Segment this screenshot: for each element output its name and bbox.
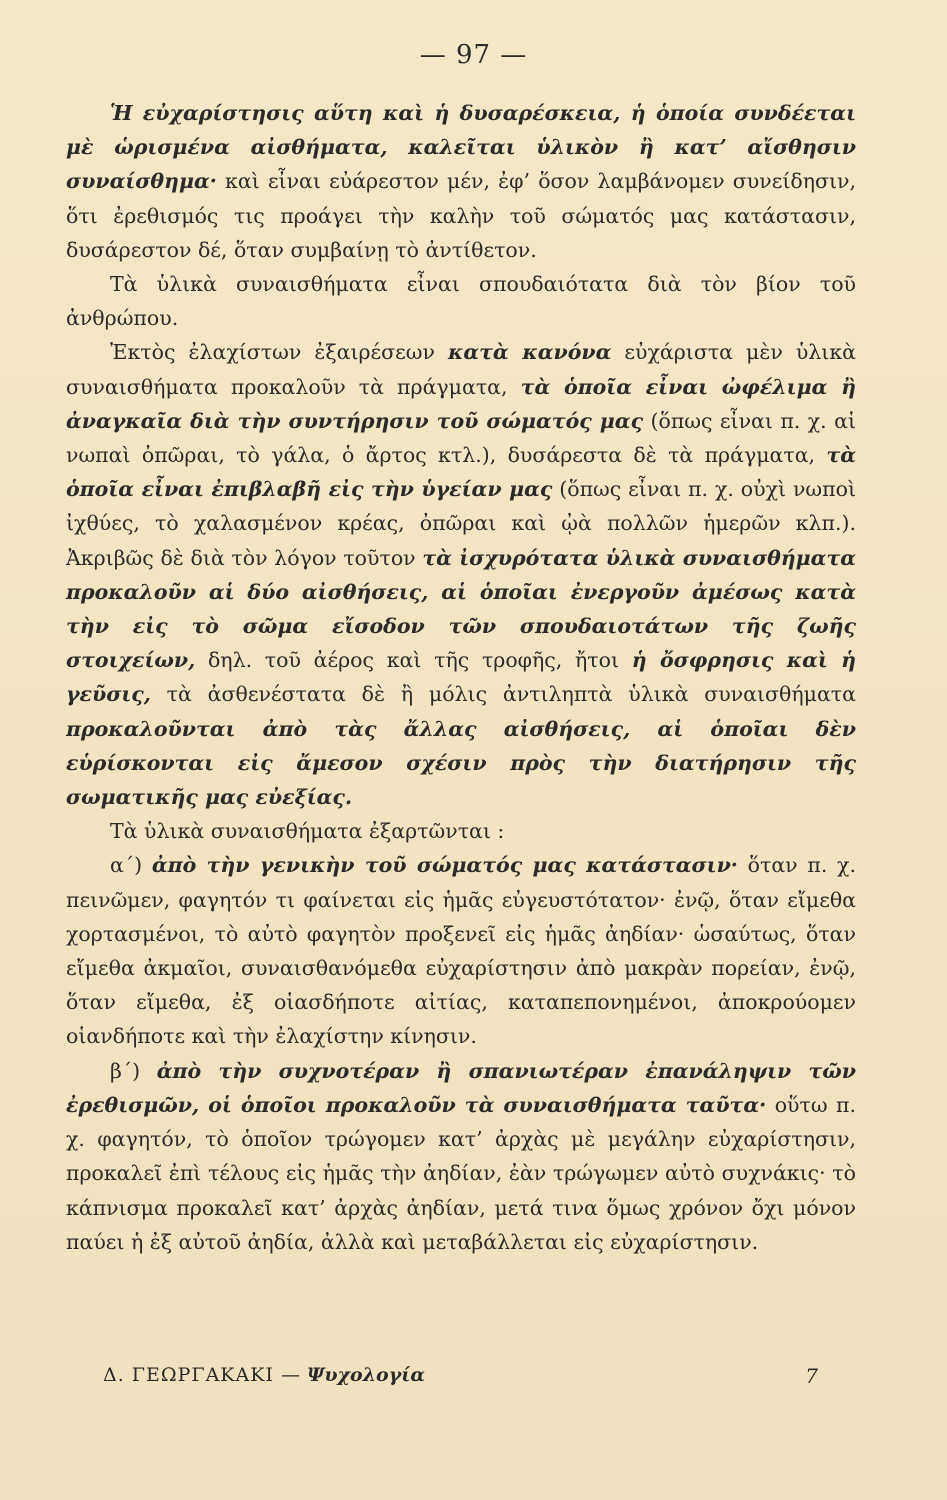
emphasized-text: τὰ ὁποῖα εἶναι ἐπιβλαβῆ εἰς τὴν ὑγείαν μας (66, 443, 856, 502)
signature-mark: 7 (805, 1364, 818, 1388)
text-run: οὕτω π. χ. φαγητόν, τὸ ὁποῖον τρώγομεν κατ’ ἀρχὰς μὲ μεγάλην εὐχαρίστησιν, προκαλεῖ ἐπὶ τέλους εἰς ἡμᾶς τὴν ἀηδίαν, ἐὰν τρώγωμεν αὐτὸ συχνάκις· τὸ κάπνισμα προκαλεῖ κατ’ ἀρχὰς ἀηδίαν, μετά τινα ὅμως χρόνον ὄχι μόνον παύει ἡ ἐξ αὐτοῦ ἀηδία, ἀλλὰ καὶ μεταβάλλεται εἰς εὐχαρίστησιν. (66, 1092, 856, 1254)
text-run: α΄) (110, 853, 152, 878)
paragraph-5 (66, 848, 856, 1053)
text-run: β΄) (110, 1058, 157, 1083)
paragraph-3 (66, 335, 856, 814)
emphasized-text: κατὰ κανόνα (447, 340, 612, 365)
paragraph-6 (66, 1054, 856, 1259)
paragraph-2 (66, 267, 856, 335)
paragraph-1 (66, 96, 856, 267)
footer-imprint (103, 1364, 425, 1388)
body-text (66, 96, 856, 1259)
text-run: Τὰ ὑλικὰ συναισθήματα ἐξαρτῶνται : (110, 819, 505, 844)
footer-author: Δ. ΓΕΩΡΓΑΚΑΚΙ — (103, 1364, 301, 1386)
text-run: Τὰ ὑλικὰ συναισθήματα εἶναι σπουδαιότατα διὰ τὸν βίον τοῦ ἀνθρώπου. (66, 272, 856, 331)
page-number: — 97 — (419, 40, 528, 70)
emphasized-text: τὰ ὁποῖα εἶναι ὠφέλιμα ἢ ἀναγκαῖα διὰ τὴν συντήρησιν τοῦ σώματός μας (66, 374, 856, 433)
text-run: (ὅπως εἶναι π. χ. αἱ νωπαὶ ὀπῶραι, τὸ γάλα, ὁ ἄρτος κτλ.), δυσάρεστα δὲ τὰ πράγματα, (66, 408, 856, 468)
text-run: τὰ ἀσθενέστατα δὲ ἢ μόλις ἀντιληπτὰ ὑλικὰ συναισθήματα (150, 682, 856, 707)
emphasized-text: ἡ ὄσφρησις καὶ ἡ γεῦσις, (66, 648, 857, 707)
text-run: δηλ. τοῦ ἀέρος καὶ τῆς τροφῆς, ἤτοι (195, 648, 632, 673)
text-run: ὅταν π. χ. πεινῶμεν, φαγητόν τι φαίνεται εἰς ἡμᾶς εὐγευστότατον· ἐνῷ, ὅταν εἴμεθα χορτασμένοι, τὸ αὐτὸ φαγητὸν προξενεῖ εἰς ἡμᾶς ἀηδίαν· ὡσαύτως, ὅταν εἴμεθα ἀκμαῖοι, συναισθανόμεθα εὐχαρίστησιν ἀπὸ μακρὰν πορείαν, ἐνῷ, ὅταν εἴμεθα, ἐξ οἱασδήποτε αἰτίας, καταπεπονημένοι, ἀποκρούομεν οἱανδήποτε καὶ τὴν ἐλαχίστην κίνησιν. (66, 853, 856, 1049)
footer-series: Ψυχολογία (307, 1364, 426, 1386)
emphasized-text: ἀπὸ τὴν γενικὴν τοῦ σώματός μας κατάστασιν· (151, 853, 738, 878)
text-run: Ἐκτὸς ἐλαχίστων ἐξαιρέσεων (110, 340, 448, 365)
page-footer (103, 1364, 818, 1388)
paragraph-4 (66, 814, 856, 848)
emphasized-text: ἀπὸ τὴν συχνοτέραν ἢ σπανιωτέραν ἐπανάληψιν τῶν ἐρεθισμῶν, οἱ ὁποῖοι προκαλοῦν τὰ συναισθήματα ταῦτα· (66, 1058, 856, 1117)
emphasized-text: προκαλοῦνται ἀπὸ τὰς ἄλλας αἰσθήσεις, αἱ ὁποῖαι δὲν εὑρίσκονται εἰς ἄμεσον σχέσιν πρὸς τὴν διατήρησιν τῆς σωματικῆς μας εὐεξίας. (66, 716, 856, 810)
text-run: εὐχάριστα μὲν ὑλικὰ συναισθήματα προκαλοῦν τὰ πράγματα, (66, 340, 856, 399)
text-run: καὶ εἶναι εὐάρεστον μέν, ἐφ’ ὅσον λαμβάνομεν συνείδησιν, ὅτι ἐρεθισμός τις προάγει τὴν καλὴν τοῦ σώματός μας κατάστασιν, δυσάρεστον δέ, ὅταν συμβαίνῃ τὸ ἀντίθετον. (66, 169, 856, 262)
text-run: (ὅπως εἶναι π. χ. οὐχὶ νωποὶ ἰχθύες, τὸ χαλασμένον κρέας, ὀπῶραι καὶ ᾠὰ πολλῶν ἡμερῶν κλπ.). Ἀκριβῶς δὲ διὰ τὸν λόγον τοῦτον (66, 477, 856, 570)
emphasized-text: τὰ ἰσχυρότατα ὑλικὰ συναισθήματα προκαλοῦν αἱ δύο αἰσθήσεις, αἱ ὁποῖαι ἐνεργοῦν ἀμέσως κατὰ τὴν εἰς τὸ σῶμα εἴσοδον τῶν σπουδαιοτάτων τῆς ζωῆς στοιχείων, (66, 545, 857, 673)
emphasized-text: Ἡ εὐχαρίστησις αὕτη καὶ ἡ δυσαρέσκεια, ἡ ὁποία συνδέεται μὲ ὡρισμένα αἰσθήματα, καλεῖται ὑλικὸν ἢ κατ’ αἴσθησιν συναίσθημα· (66, 101, 856, 194)
